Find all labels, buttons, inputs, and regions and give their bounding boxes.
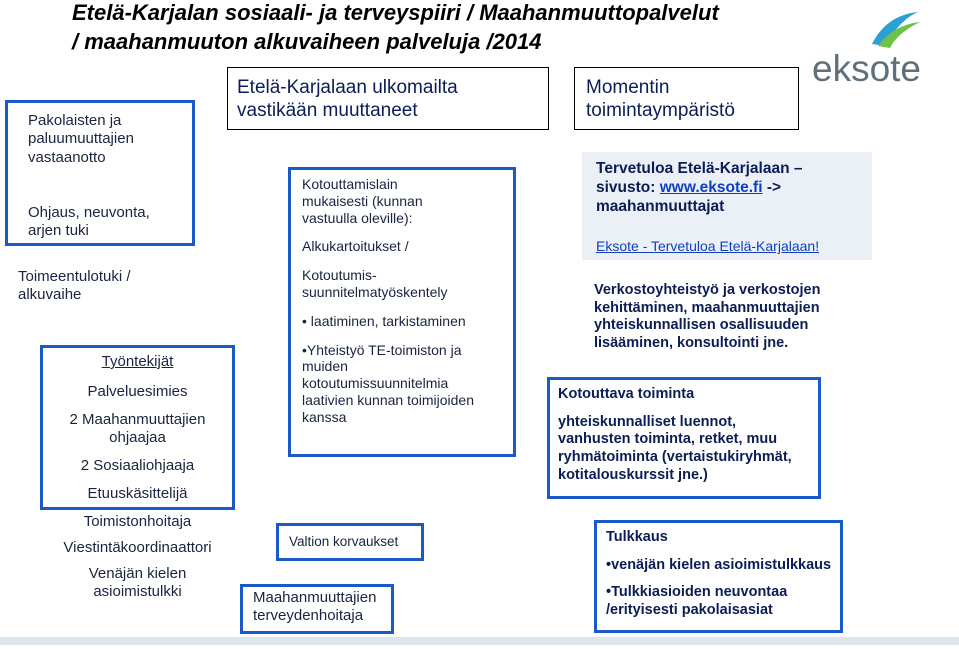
- eksote-link[interactable]: www.eksote.fi: [659, 178, 763, 196]
- footer-bar: [0, 637, 959, 645]
- compensation-text: Valtion korvaukset: [289, 534, 399, 549]
- leaf-icon: [868, 6, 922, 50]
- middle-header: Etelä-Karjalaan ulkomailta vastikään muuttaneet: [237, 77, 458, 122]
- staff-heading: Työntekijät: [101, 353, 174, 370]
- staff-list: Työntekijät Palveluesimies 2 Maahanmuuttajien ohjaajaa 2 Sosiaaliohjaaja Etuuskäsittelijä Toimistonhoitaja Viestintäkoordinaattori Venäjän kielen asioimistulkki: [40, 353, 235, 601]
- page-subtitle: / maahanmuuton alkuvaiheen palveluja /2014: [72, 29, 542, 54]
- interpreting-heading: Tulkkaus: [606, 529, 668, 545]
- welcome-page-link[interactable]: Eksote - Tervetuloa Etelä-Karjalaan!: [596, 238, 820, 254]
- interpreting-content: Tulkkaus •venäjän kielen asioimistulkkaus •Tulkkiasioiden neuvontaa /erityisesti pakolaisasiat: [606, 529, 832, 619]
- income-support-text: Toimeentulotuki / alkuvaihe: [18, 268, 131, 304]
- networking-text: Verkostoyhteistyö ja verkostojen kehittäminen, maahanmuuttajien yhteiskunnallisen osallisuuden lisääminen, konsultointi jne.: [594, 282, 821, 352]
- reception-text: Pakolaisten ja paluumuuttajien vastaanotto: [28, 112, 134, 166]
- activities-content: Kotouttava toiminta yhteiskunnalliset luennot, vanhusten toiminta, retket, muu ryhmätoiminta (vertaistukiryhmät, kotitalouskurssit jne.): [558, 386, 792, 483]
- logo-text: eksote: [812, 48, 922, 89]
- page-title: Etelä-Karjalan sosiaali- ja terveyspiiri / Maahanmuuttopalvelut: [72, 0, 719, 25]
- eksote-logo: [812, 6, 930, 89]
- integration-content: Kotouttamislain mukaisesti (kunnan vastuulla oleville): Alkukartoitukset / Kotoutumis- suunnitelmatyöskentely • laatiminen, tarkistaminen •Yhteistyö TE-toimiston ja muiden kotoutumissuunnitelmia laativien kunnan toimijoiden kanssa: [302, 176, 474, 425]
- right-header: Momentin toimintaympäristö: [586, 77, 735, 122]
- guidance-text: Ohjaus, neuvonta, arjen tuki: [28, 204, 150, 240]
- healthcare-text: Maahanmuuttajien terveydenhoitaja: [253, 589, 377, 625]
- activities-heading: Kotouttava toiminta: [558, 386, 695, 402]
- welcome-text: Tervetuloa Etelä-Karjalaan – sivusto: www.eksote.fi -> maahanmuuttajat: [596, 160, 803, 215]
